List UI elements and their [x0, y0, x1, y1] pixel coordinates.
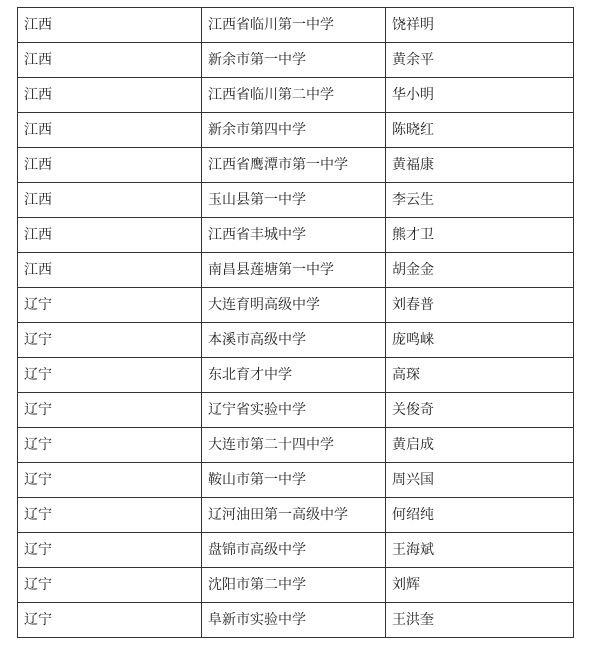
school-cell: 辽河油田第一高级中学: [202, 498, 386, 533]
province-cell: 辽宁: [18, 358, 202, 393]
school-cell: 江西省鹰潭市第一中学: [202, 148, 386, 183]
table-row: [18, 393, 574, 428]
province-cell: 辽宁: [18, 323, 202, 358]
name-cell: 刘春普: [386, 288, 574, 323]
table-row: [18, 428, 574, 463]
table-row: [18, 78, 574, 113]
name-cell: 何绍纯: [386, 498, 574, 533]
name-cell: 高琛: [386, 358, 574, 393]
table-row: [18, 113, 574, 148]
table-row: [18, 253, 574, 288]
school-cell: 阜新市实验中学: [202, 603, 386, 638]
school-cell: 辽宁省实验中学: [202, 393, 386, 428]
table-row: [18, 568, 574, 603]
name-cell: 黄余平: [386, 43, 574, 78]
province-cell: 江西: [18, 113, 202, 148]
table-body: [18, 8, 574, 638]
school-cell: 玉山县第一中学: [202, 183, 386, 218]
province-cell: 辽宁: [18, 533, 202, 568]
school-cell: 江西省丰城中学: [202, 218, 386, 253]
school-cell: 大连市第二十四中学: [202, 428, 386, 463]
school-cell: 鞍山市第一中学: [202, 463, 386, 498]
school-cell: 沈阳市第二中学: [202, 568, 386, 603]
school-cell: 江西省临川第一中学: [202, 8, 386, 43]
school-cell: 新余市第一中学: [202, 43, 386, 78]
name-cell: 周兴国: [386, 463, 574, 498]
name-cell: 关俊奇: [386, 393, 574, 428]
name-cell: 陈晓红: [386, 113, 574, 148]
table-row: [18, 533, 574, 568]
province-cell: 辽宁: [18, 498, 202, 533]
province-cell: 辽宁: [18, 603, 202, 638]
province-cell: 江西: [18, 8, 202, 43]
name-cell: 饶祥明: [386, 8, 574, 43]
name-cell: 王海斌: [386, 533, 574, 568]
table-row: [18, 218, 574, 253]
school-cell: 江西省临川第二中学: [202, 78, 386, 113]
province-cell: 江西: [18, 183, 202, 218]
province-cell: 江西: [18, 43, 202, 78]
province-cell: 辽宁: [18, 568, 202, 603]
name-cell: 胡金金: [386, 253, 574, 288]
teacher-list-table: [17, 7, 574, 638]
name-cell: 刘辉: [386, 568, 574, 603]
name-cell: 王洪奎: [386, 603, 574, 638]
province-cell: 江西: [18, 218, 202, 253]
name-cell: 黄福康: [386, 148, 574, 183]
province-cell: 江西: [18, 78, 202, 113]
province-cell: 辽宁: [18, 463, 202, 498]
name-cell: 熊才卫: [386, 218, 574, 253]
school-cell: 盘锦市高级中学: [202, 533, 386, 568]
name-cell: 李云生: [386, 183, 574, 218]
table-row: [18, 148, 574, 183]
name-cell: 庞鸣崃: [386, 323, 574, 358]
table-row: [18, 463, 574, 498]
teacher-list-table-container: [17, 7, 573, 638]
province-cell: 辽宁: [18, 288, 202, 323]
province-cell: 辽宁: [18, 428, 202, 463]
table-row: [18, 603, 574, 638]
school-cell: 南昌县莲塘第一中学: [202, 253, 386, 288]
table-row: [18, 498, 574, 533]
school-cell: 大连育明高级中学: [202, 288, 386, 323]
province-cell: 辽宁: [18, 393, 202, 428]
table-row: [18, 323, 574, 358]
province-cell: 江西: [18, 253, 202, 288]
province-cell: 江西: [18, 148, 202, 183]
school-cell: 新余市第四中学: [202, 113, 386, 148]
school-cell: 本溪市高级中学: [202, 323, 386, 358]
table-row: [18, 288, 574, 323]
school-cell: 东北育才中学: [202, 358, 386, 393]
table-row: [18, 358, 574, 393]
table-row: [18, 43, 574, 78]
table-row: [18, 183, 574, 218]
name-cell: 黄启成: [386, 428, 574, 463]
name-cell: 华小明: [386, 78, 574, 113]
table-row: [18, 8, 574, 43]
